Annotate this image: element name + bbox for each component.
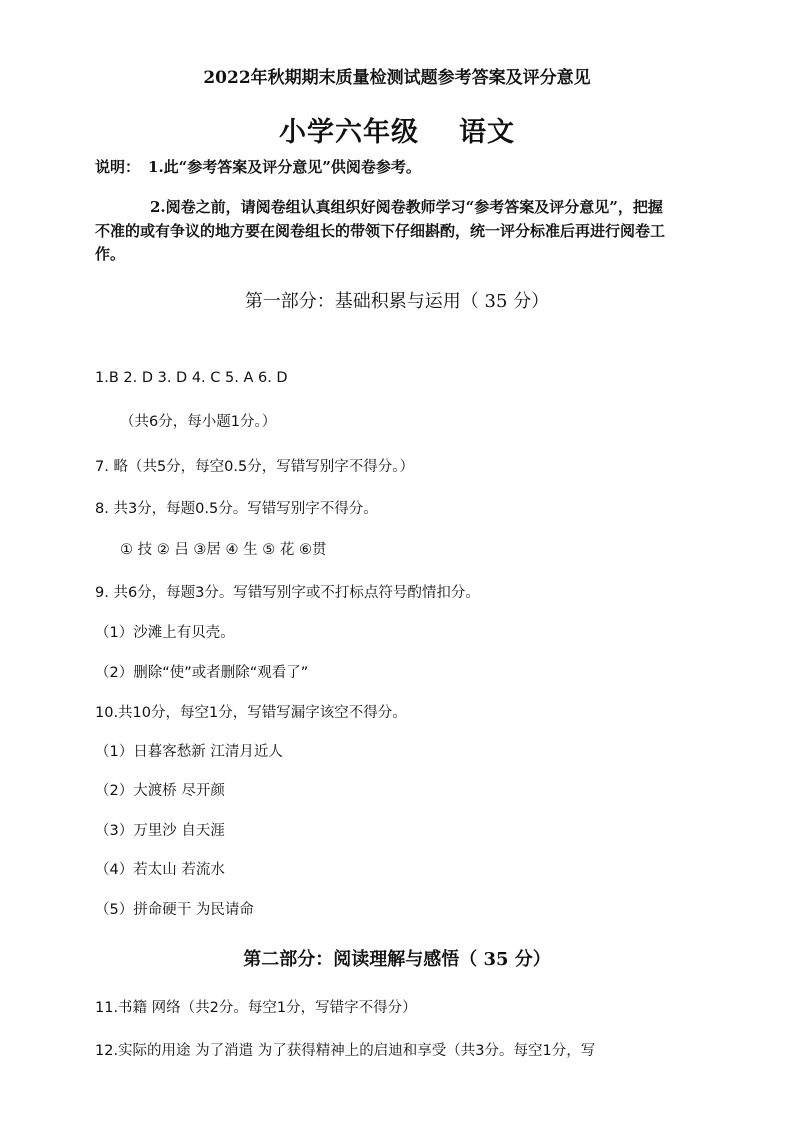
part1-heading: 第一部分：基础积累与运用（ 35 分） (244, 291, 550, 312)
subject-label: 语文 (459, 117, 515, 148)
grade-subject-heading (0, 110, 794, 149)
part2-heading: 第二部分：阅读理解与感悟（ 35 分） (243, 949, 551, 970)
note-item-2-line-3: 作。 (95, 245, 126, 263)
answer-line: ① 技 ② 吕 ③居 ④ 生 ⑤ 花 ⑥贯 (120, 542, 327, 558)
answer-line: 9. 共6分，每题3分。写错写别字或不打标点符号酌情扣分。 (95, 585, 480, 601)
note-item-1 (95, 156, 421, 177)
answer-line: （共6分，每小题1分。） (120, 414, 277, 430)
answer-line: （1）沙滩上有贝壳。 (95, 625, 235, 641)
answer-line: 11.书籍 网络（共2分。每空1分，写错字不得分） (95, 1000, 417, 1016)
answer-line: 8. 共3分，每题0.5分。写错写别字不得分。 (95, 501, 378, 517)
answer-line: （2）删除“使”或者删除“观看了” (95, 665, 309, 681)
document-title: 2022年秋期期末质量检测试题参考答案及评分意见 (203, 68, 591, 88)
note-text-1: 1.此“参考答案及评分意见”供阅卷参考。 (148, 158, 421, 176)
answer-line: （3）万里沙 自天涯 (95, 823, 225, 839)
grade-label: 小学六年级 (279, 117, 419, 148)
note-item-2-line-2: 不准的或有争议的地方要在阅卷组长的带领下仔细斟酌，统一评分标准后再进行阅卷工 (95, 222, 666, 240)
answer-line: （2）大渡桥 尽开颜 (95, 783, 225, 799)
answer-line: 10.共10分，每空1分，写错写漏字该空不得分。 (95, 705, 407, 721)
answer-line: 12.实际的用途 为了消遣 为了获得精神上的启迪和享受（共3分。每空1分，写 (95, 1043, 596, 1059)
note-item-2-line-1: 2.阅卷之前，请阅卷组认真组织好阅卷教师学习“参考答案及评分意见”，把握 (150, 198, 663, 216)
answer-line: （1）日暮客愁新 江清月近人 (95, 744, 283, 760)
answer-line: 7. 略（共5分，每空0.5分，写错写别字不得分。） (95, 459, 414, 475)
note-label: 说明： (95, 158, 141, 176)
answer-line: 1.B 2. D 3. D 4. C 5. A 6. D (95, 370, 288, 386)
answer-line: （5）拼命硬干 为民请命 (95, 902, 254, 918)
answer-line: （4）若太山 若流水 (95, 862, 225, 878)
